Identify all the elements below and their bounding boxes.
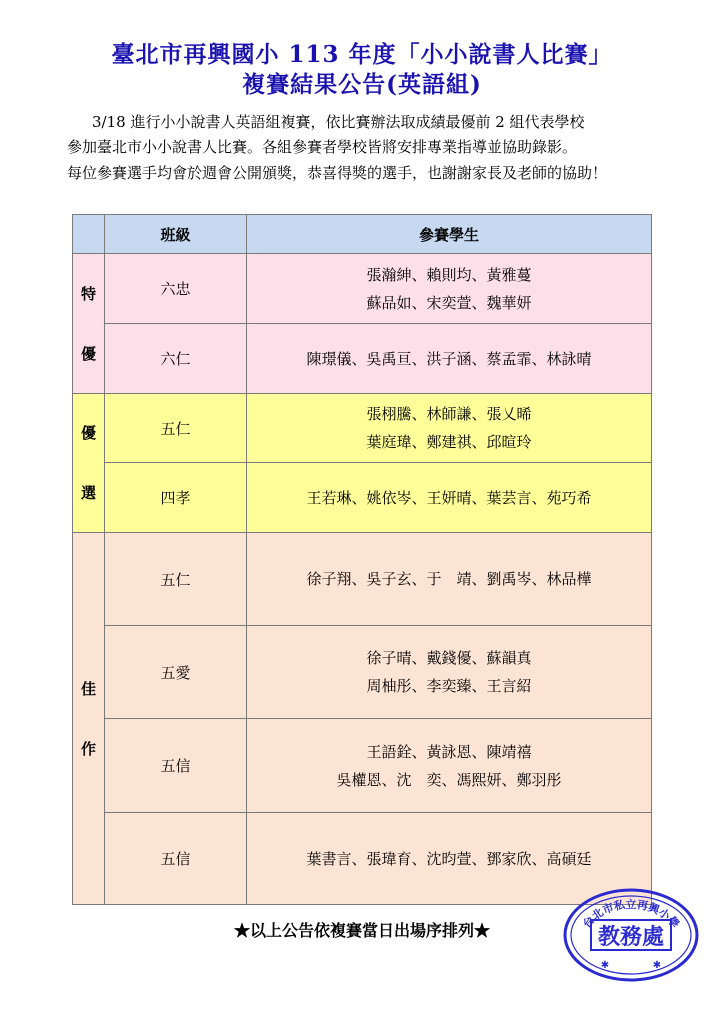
group-label-excellence: 優 選 [73,394,105,533]
class-cell: 六仁 [105,324,247,394]
table-header-row [73,215,652,254]
students-cell: 徐子晴、戴錢優、蘇韻真 周柚彤、李奕臻、王言紹 [247,626,652,719]
table-row [73,324,652,394]
students-cell: 王若琳、姚依岑、王妍晴、葉芸言、苑巧希 [247,463,652,533]
table-row [73,719,652,813]
students-cell: 徐子翔、吳子玄、于 靖、劉禹岑、林品樺 [247,533,652,626]
seal-star-right-icon: ✱ [652,960,662,971]
students-cell: 張瀚紳、賴則均、黃雅蔓 蘇品如、宋奕萱、魏華妍 [247,254,652,324]
students-cell: 張栩騰、林師謙、張乂晞 葉庭瑋、鄭建祺、邱暄玲 [247,394,652,463]
seal-star-left-icon: ✱ [600,960,610,971]
table-row [73,394,652,463]
table-row [73,626,652,719]
students-cell: 王語銓、黃詠恩、陳靖禧 吳權恩、沈 奕、馮熙妍、鄭羽彤 [247,719,652,813]
page-title: 臺北市再興國小 113 年度「小小說書人比賽」 [111,41,613,68]
table-row [73,533,652,626]
header-corner-cell [73,215,105,254]
header-students: 參賽學生 [247,215,652,254]
intro-line-1: 3/18 進行小小說書人英語組複賽，依比賽辦法取成績最優前 2 組代表學校 [92,113,585,131]
class-cell: 四孝 [105,463,247,533]
class-cell: 五信 [105,813,247,905]
header-class: 班級 [105,215,247,254]
seal-arc-text: 台北市私立再興小學 [580,898,682,931]
students-cell: 葉書言、張瑋育、沈昀萱、鄧家欣、高碩廷 [247,813,652,905]
school-seal-stamp [561,886,701,984]
table-row [73,254,652,324]
footer-note: ★以上公告依複賽當日出場序排列★ [233,921,490,940]
results-table [72,214,652,905]
intro-line-3: 每位參賽選手均會於週會公開頒獎，恭喜得獎的選手，也謝謝家長及老師的協助！ [67,164,608,182]
class-cell: 五仁 [105,394,247,463]
students-cell: 陳璟儀、吳禹亘、洪子涵、蔡孟霏、林詠晴 [247,324,652,394]
class-cell: 五仁 [105,533,247,626]
group-label-honorable-mention: 佳 作 [73,533,105,905]
table-row [73,463,652,533]
seal-center-text: 教務處 [597,924,665,950]
class-cell: 五信 [105,719,247,813]
class-cell: 五愛 [105,626,247,719]
intro-line-2: 參加臺北市小小說書人比賽。各組參賽者學校皆將安排專業指導並協助錄影。 [67,138,578,156]
class-cell: 六忠 [105,254,247,324]
page-subtitle: 複賽結果公告(英語組) [242,71,482,98]
group-label-special-excellence: 特 優 [73,254,105,394]
